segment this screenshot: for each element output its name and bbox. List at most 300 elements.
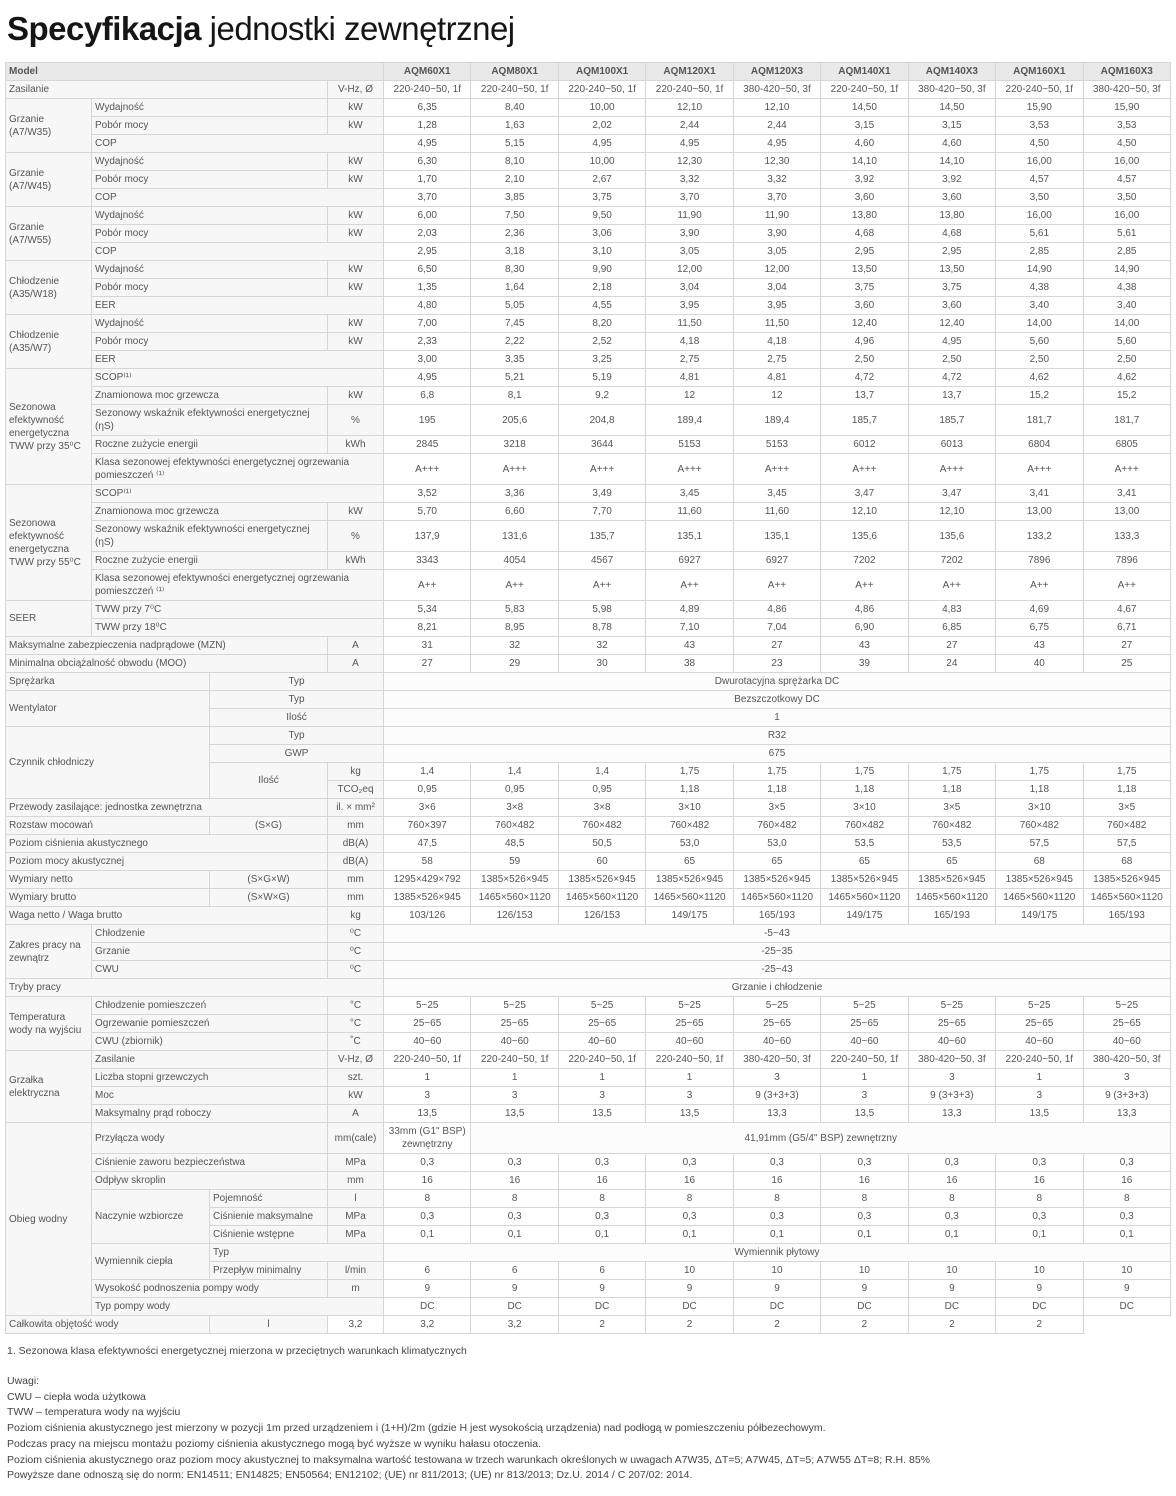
sub-label-cell: Całkowita objętość wody [6, 1316, 210, 1334]
table-row [6, 315, 1171, 333]
value-cell: 4,38 [996, 279, 1083, 297]
unit-cell: TCO₂eq [328, 781, 384, 799]
value-cell: 131,6 [471, 521, 558, 552]
value-cell: 204,8 [558, 405, 645, 436]
sub-label-cell: Typ [210, 727, 384, 745]
value-cell: 4,83 [908, 601, 995, 619]
value-cell: 53,0 [646, 835, 733, 853]
value-cell: A+++ [646, 454, 733, 485]
unit-cell: mm [328, 817, 384, 835]
value-cell: 0,3 [908, 1154, 995, 1172]
sub-label-cell: SCOP⁽¹⁾ [92, 369, 384, 387]
unit-cell: mm [328, 1172, 384, 1190]
model-header-cell: AQM160X3 [1083, 63, 1170, 81]
value-cell: 7202 [908, 552, 995, 570]
value-cell: 1465×560×1120 [733, 889, 820, 907]
value-cell: 3×6 [384, 799, 471, 817]
value-cell: 1,75 [821, 763, 908, 781]
value-span-cell: R32 [384, 727, 1171, 745]
value-cell: 4,67 [1083, 601, 1170, 619]
value-cell: 0,3 [471, 1208, 558, 1226]
value-cell: 185,7 [908, 405, 995, 436]
unit-cell: kW [328, 261, 384, 279]
value-cell: 27 [733, 637, 820, 655]
sub-label-cell: Przepływ minimalny [210, 1262, 328, 1280]
value-cell: 3 [908, 1069, 995, 1087]
value-cell: 0,3 [646, 1154, 733, 1172]
value-cell: 9,50 [558, 207, 645, 225]
value-cell: 185,7 [821, 405, 908, 436]
value-cell: 1385×526×945 [471, 871, 558, 889]
value-cell: 3,06 [558, 225, 645, 243]
value-cell: 4,95 [733, 135, 820, 153]
value-cell: 1385×526×945 [558, 871, 645, 889]
value-cell: 220-240~50, 1f [646, 81, 733, 99]
value-cell: 760×482 [996, 817, 1083, 835]
value-cell: 11,90 [646, 207, 733, 225]
value-cell: 5,05 [471, 297, 558, 315]
table-row [6, 521, 1171, 552]
value-cell: 3,60 [821, 189, 908, 207]
model-header-cell: AQM120X3 [733, 63, 820, 81]
sub-label-cell: Ciśnienie zaworu bezpieczeństwa [92, 1154, 328, 1172]
value-cell: 5~25 [996, 997, 1083, 1015]
value-cell: 10 [733, 1262, 820, 1280]
value-cell: 1385×526×945 [646, 871, 733, 889]
table-row [6, 1051, 1171, 1069]
model-header-cell: AQM100X1 [558, 63, 645, 81]
value-cell: 0,1 [733, 1226, 820, 1244]
value-cell: 47,5 [384, 835, 471, 853]
footnotes [5, 1344, 1171, 1484]
value-cell: 4,95 [384, 369, 471, 387]
value-cell: 53,0 [733, 835, 820, 853]
value-cell: 3,75 [821, 279, 908, 297]
table-row [6, 1087, 1171, 1105]
value-cell: 10 [996, 1262, 1083, 1280]
sub-label-cell: Ilość [210, 763, 328, 799]
value-cell: 65 [908, 853, 995, 871]
value-cell: 25~65 [646, 1015, 733, 1033]
value-cell: 31 [384, 637, 471, 655]
unit-cell: kWh [328, 436, 384, 454]
sub-label-cell: Znamionowa moc grzewcza [92, 503, 328, 521]
value-cell: 3 [471, 1087, 558, 1105]
unit-cell: dB(A) [328, 853, 384, 871]
value-cell: 16 [1083, 1172, 1170, 1190]
sub-label-cell: COP [92, 135, 384, 153]
table-row [6, 405, 1171, 436]
value-cell: 1,70 [384, 171, 471, 189]
value-cell: DC [471, 1298, 558, 1316]
value-cell: 4,86 [733, 601, 820, 619]
value-cell: 3,10 [558, 243, 645, 261]
unit-cell: l/min [328, 1262, 384, 1280]
value-cell: 16,00 [1083, 207, 1170, 225]
value-cell: 13,5 [558, 1105, 645, 1123]
value-cell: 3343 [384, 552, 471, 570]
value-cell: 39 [821, 655, 908, 673]
value-cell: 0,3 [733, 1208, 820, 1226]
sub-label-cell: CWU (zbiornik) [92, 1033, 328, 1051]
value-cell: 2,50 [996, 351, 1083, 369]
value-cell: 3,85 [471, 189, 558, 207]
value-cell: 8,21 [384, 619, 471, 637]
value-cell: 2,75 [733, 351, 820, 369]
unit-cell: MPa [328, 1226, 384, 1244]
value-cell: 3,00 [384, 351, 471, 369]
table-row [6, 279, 1171, 297]
value-cell: 68 [996, 853, 1083, 871]
sub-label-cell: Pobór mocy [92, 279, 328, 297]
value-cell: 10 [1083, 1262, 1170, 1280]
sub-label-cell: Rozstaw mocowań [6, 817, 210, 835]
value-cell: 4,80 [384, 297, 471, 315]
value-cell: 4,95 [558, 135, 645, 153]
value-cell: 3,15 [908, 117, 995, 135]
value-cell: 4,62 [1083, 369, 1170, 387]
unit-cell: kW [328, 207, 384, 225]
value-cell: 4,18 [733, 333, 820, 351]
sub-label-cell: Poziom mocy akustycznej [6, 853, 328, 871]
group-label-cell: Czynnik chłodniczy [6, 727, 210, 799]
value-cell: 13,7 [821, 387, 908, 405]
value-cell: 8,40 [471, 99, 558, 117]
value-cell: 3,75 [908, 279, 995, 297]
value-cell: 11,90 [733, 207, 820, 225]
value-cell: 3×10 [996, 799, 1083, 817]
value-cell: 4,69 [996, 601, 1083, 619]
value-span-cell: Wymiennik płytowy [384, 1244, 1171, 1262]
value-cell: 12,10 [821, 503, 908, 521]
value-cell: 7,10 [646, 619, 733, 637]
value-cell: 3,05 [733, 243, 820, 261]
value-cell: 13,50 [821, 261, 908, 279]
value-cell: 0,3 [821, 1208, 908, 1226]
value-cell: 5,61 [996, 225, 1083, 243]
value-cell: 3,90 [733, 225, 820, 243]
value-cell: 3,53 [996, 117, 1083, 135]
value-cell: 13,3 [908, 1105, 995, 1123]
value-cell: 16 [733, 1172, 820, 1190]
value-cell: 1385×526×945 [908, 871, 995, 889]
value-cell: 2,50 [908, 351, 995, 369]
footnote-tww: TWW – temperatura wody na wyjściu [7, 1406, 181, 1419]
value-cell: 760×482 [646, 817, 733, 835]
value-cell: 1465×560×1120 [646, 889, 733, 907]
value-cell: 14,00 [996, 315, 1083, 333]
value-cell: 16,00 [996, 207, 1083, 225]
value-cell: 6,35 [384, 99, 471, 117]
sub-label-cell: Klasa sezonowej efektywności energetycznej ogrzewania pomieszczeń ⁽¹⁾ [92, 570, 384, 601]
group-label-cell: Temperatura wody na wyjściu [6, 997, 92, 1051]
value-cell: 12,10 [908, 503, 995, 521]
value-cell: 48,5 [471, 835, 558, 853]
value-cell: 8,10 [471, 153, 558, 171]
value-cell: 380-420~50, 3f [908, 81, 995, 99]
value-cell: A++ [996, 570, 1083, 601]
sub-label-cell: Roczne zużycie energii [92, 436, 328, 454]
value-cell: 133,2 [996, 521, 1083, 552]
sub-label-cell: Zasilanie [6, 81, 328, 99]
unit-cell: kW [328, 1087, 384, 1105]
value-cell: 3×5 [733, 799, 820, 817]
value-cell: 32 [471, 637, 558, 655]
value-cell: 5,15 [471, 135, 558, 153]
table-row [6, 619, 1171, 637]
value-cell: 27 [1083, 637, 1170, 655]
page-title-bold: Specyfikacja [7, 10, 201, 47]
value-cell: A++ [908, 570, 995, 601]
value-cell: 13,00 [1083, 503, 1170, 521]
value-cell: 3,60 [908, 189, 995, 207]
value-cell: DC [558, 1298, 645, 1316]
table-row [6, 135, 1171, 153]
value-cell: 5~25 [384, 997, 471, 1015]
value-cell: 5~25 [646, 997, 733, 1015]
sub-label-cell: (S×G) [210, 817, 328, 835]
value-cell: 40 [996, 655, 1083, 673]
value-cell: 5,61 [1083, 225, 1170, 243]
value-cell: 4,72 [908, 369, 995, 387]
value-cell: 1 [646, 1069, 733, 1087]
value-cell: 4,18 [646, 333, 733, 351]
value-cell: 8,1 [471, 387, 558, 405]
table-row [6, 1280, 1171, 1298]
value-cell: 0,3 [1083, 1208, 1170, 1226]
value-cell: 12,30 [733, 153, 820, 171]
value-cell: 14,90 [1083, 261, 1170, 279]
value-cell: 8,30 [471, 261, 558, 279]
value-cell: 3,70 [733, 189, 820, 207]
value-cell: 3,18 [471, 243, 558, 261]
unit-cell: kg [328, 907, 384, 925]
unit-cell: kW [328, 225, 384, 243]
model-header-cell: AQM140X3 [908, 63, 995, 81]
value-cell: A+++ [821, 454, 908, 485]
unit-cell: % [328, 521, 384, 552]
value-cell: 25~65 [821, 1015, 908, 1033]
table-row [6, 63, 1171, 81]
value-cell: 3 [733, 1069, 820, 1087]
value-cell: 1,18 [1083, 781, 1170, 799]
table-row [6, 1015, 1171, 1033]
value-cell: 165/193 [908, 907, 995, 925]
value-cell: 3,25 [558, 351, 645, 369]
value-cell: 3,95 [733, 297, 820, 315]
value-cell: 3,92 [908, 171, 995, 189]
value-cell: 135,1 [646, 521, 733, 552]
value-cell: 2,33 [384, 333, 471, 351]
table-row [6, 454, 1171, 485]
table-row [6, 207, 1171, 225]
value-cell: 12,10 [646, 99, 733, 117]
sub-label-cell: Naczynie wzbiorcze [92, 1190, 210, 1244]
table-row [6, 997, 1171, 1015]
value-cell: 126/153 [558, 907, 645, 925]
value-span-cell: -25~35 [384, 943, 1171, 961]
table-row [6, 333, 1171, 351]
sub-label-cell: Przyłącza wody [92, 1123, 328, 1154]
value-cell: 1465×560×1120 [996, 889, 1083, 907]
value-cell: 4,72 [821, 369, 908, 387]
value-cell: 4,96 [821, 333, 908, 351]
value-cell: 3218 [471, 436, 558, 454]
value-cell: 2,85 [996, 243, 1083, 261]
sub-label-cell: Typ [210, 1244, 384, 1262]
table-row [6, 485, 1171, 503]
value-cell: 3,50 [1083, 189, 1170, 207]
value-cell: 6927 [733, 552, 820, 570]
value-cell: 135,6 [821, 521, 908, 552]
sub-label-cell: Ciśnienie maksymalne [210, 1208, 328, 1226]
sub-label-cell: Odpływ skroplin [92, 1172, 328, 1190]
value-cell: 5,98 [558, 601, 645, 619]
value-cell: 5,60 [996, 333, 1083, 351]
value-cell: DC [646, 1298, 733, 1316]
value-cell: 24 [908, 655, 995, 673]
value-cell: 57,5 [1083, 835, 1170, 853]
value-cell: 8 [384, 1190, 471, 1208]
value-cell: 7896 [996, 552, 1083, 570]
table-row [6, 655, 1171, 673]
value-cell: 3,04 [733, 279, 820, 297]
value-cell: 11,50 [733, 315, 820, 333]
unit-cell: °C [328, 997, 384, 1015]
value-cell: 380-420~50, 3f [733, 1051, 820, 1069]
value-cell: DC [908, 1298, 995, 1316]
page-title-rest: jednostki zewnętrznej [200, 10, 515, 47]
value-cell: 40~60 [471, 1033, 558, 1051]
value-cell: 16 [558, 1172, 645, 1190]
value-cell: 40~60 [821, 1033, 908, 1051]
footnote-uwagi-heading: Uwagi: [7, 1374, 40, 1387]
value-cell: 5,19 [558, 369, 645, 387]
value-cell: A+++ [908, 454, 995, 485]
value-cell: 50,5 [558, 835, 645, 853]
table-row [6, 436, 1171, 454]
table-header-label-cell: Model [6, 63, 384, 81]
value-cell: 12,00 [646, 261, 733, 279]
unit-cell: MPa [328, 1154, 384, 1172]
sub-label-cell: TWW przy 18⁰C [92, 619, 384, 637]
value-cell: 0,1 [908, 1226, 995, 1244]
value-cell: 3,49 [558, 485, 645, 503]
value-cell: 65 [733, 853, 820, 871]
value-cell: 0,3 [471, 1154, 558, 1172]
value-cell: 9,90 [558, 261, 645, 279]
value-cell: 1,35 [384, 279, 471, 297]
value-cell: 11,60 [646, 503, 733, 521]
value-cell: 58 [384, 853, 471, 871]
value-cell: 3,50 [996, 189, 1083, 207]
table-row [6, 601, 1171, 619]
value-cell: 13,5 [471, 1105, 558, 1123]
value-cell: 16 [996, 1172, 1083, 1190]
value-cell: 205,6 [471, 405, 558, 436]
value-cell: 1,28 [384, 117, 471, 135]
table-row [6, 1172, 1171, 1190]
value-cell: 13,5 [996, 1105, 1083, 1123]
value-cell: 2,67 [558, 171, 645, 189]
value-cell: 3,47 [821, 485, 908, 503]
sub-label-cell: Wymiary brutto [6, 889, 210, 907]
value-cell: 9 [558, 1280, 645, 1298]
unit-cell: kW [328, 503, 384, 521]
value-cell: 4,68 [821, 225, 908, 243]
value-cell: 3,36 [471, 485, 558, 503]
value-cell: 2,22 [471, 333, 558, 351]
value-cell: 6,60 [471, 503, 558, 521]
value-cell: 1 [384, 1069, 471, 1087]
value-span-cell: Dwurotacyjna sprężarka DC [384, 673, 1171, 691]
value-cell: 9 [471, 1280, 558, 1298]
model-header-cell: AQM60X1 [384, 63, 471, 81]
value-cell: 1,75 [1083, 763, 1170, 781]
value-cell: 5~25 [558, 997, 645, 1015]
unit-cell: V-Hz, Ø [328, 81, 384, 99]
value-cell: 12,00 [733, 261, 820, 279]
value-cell: 6,30 [384, 153, 471, 171]
group-label-cell: Sezonowa efektywność energetyczna TWW przy 55⁰C [6, 485, 92, 601]
value-cell: 1,4 [471, 763, 558, 781]
value-cell: 3,70 [646, 189, 733, 207]
value-cell: 40~60 [908, 1033, 995, 1051]
value-cell: 2,95 [384, 243, 471, 261]
value-cell: 220-240~50, 1f [558, 81, 645, 99]
value-cell: 760×482 [471, 817, 558, 835]
value-cell: 13,00 [996, 503, 1083, 521]
unit-cell: kW [328, 171, 384, 189]
group-label-cell: SEER [6, 601, 92, 637]
value-cell: 60 [558, 853, 645, 871]
value-cell: 5,34 [384, 601, 471, 619]
value-cell: 53,5 [908, 835, 995, 853]
value-cell: 1385×526×945 [821, 871, 908, 889]
value-cell: 13,80 [908, 207, 995, 225]
sub-label-cell: Liczba stopni grzewczych [92, 1069, 328, 1087]
value-cell: 220-240~50, 1f [996, 1051, 1083, 1069]
value-cell: 5~25 [733, 997, 820, 1015]
value-cell: 3,35 [471, 351, 558, 369]
value-cell: 16 [471, 1172, 558, 1190]
unit-cell: A [328, 1105, 384, 1123]
value-cell: 14,00 [1083, 315, 1170, 333]
sub-label-cell: Ilość [210, 709, 384, 727]
value-cell: 3,60 [821, 297, 908, 315]
value-cell: 40~60 [996, 1033, 1083, 1051]
value-cell: 220-240~50, 1f [558, 1051, 645, 1069]
sub-label-cell: (S×G×W) [210, 871, 328, 889]
unit-cell: l [210, 1316, 328, 1334]
group-label-cell: Zakres pracy na zewnątrz [6, 925, 92, 979]
value-cell: 65 [821, 853, 908, 871]
unit-cell: mm [328, 889, 384, 907]
table-row [6, 117, 1171, 135]
value-cell: 3×5 [908, 799, 995, 817]
value-cell: 59 [471, 853, 558, 871]
value-cell: 10,00 [558, 99, 645, 117]
value-cell: 2 [821, 1316, 908, 1334]
value-cell: 1,64 [471, 279, 558, 297]
unit-cell: kW [328, 315, 384, 333]
value-cell: 1 [821, 1069, 908, 1087]
value-cell: 4,38 [1083, 279, 1170, 297]
value-cell: 16 [908, 1172, 995, 1190]
value-cell: 1 [558, 1069, 645, 1087]
value-cell: 12 [646, 387, 733, 405]
model-header-cell: AQM120X1 [646, 63, 733, 81]
